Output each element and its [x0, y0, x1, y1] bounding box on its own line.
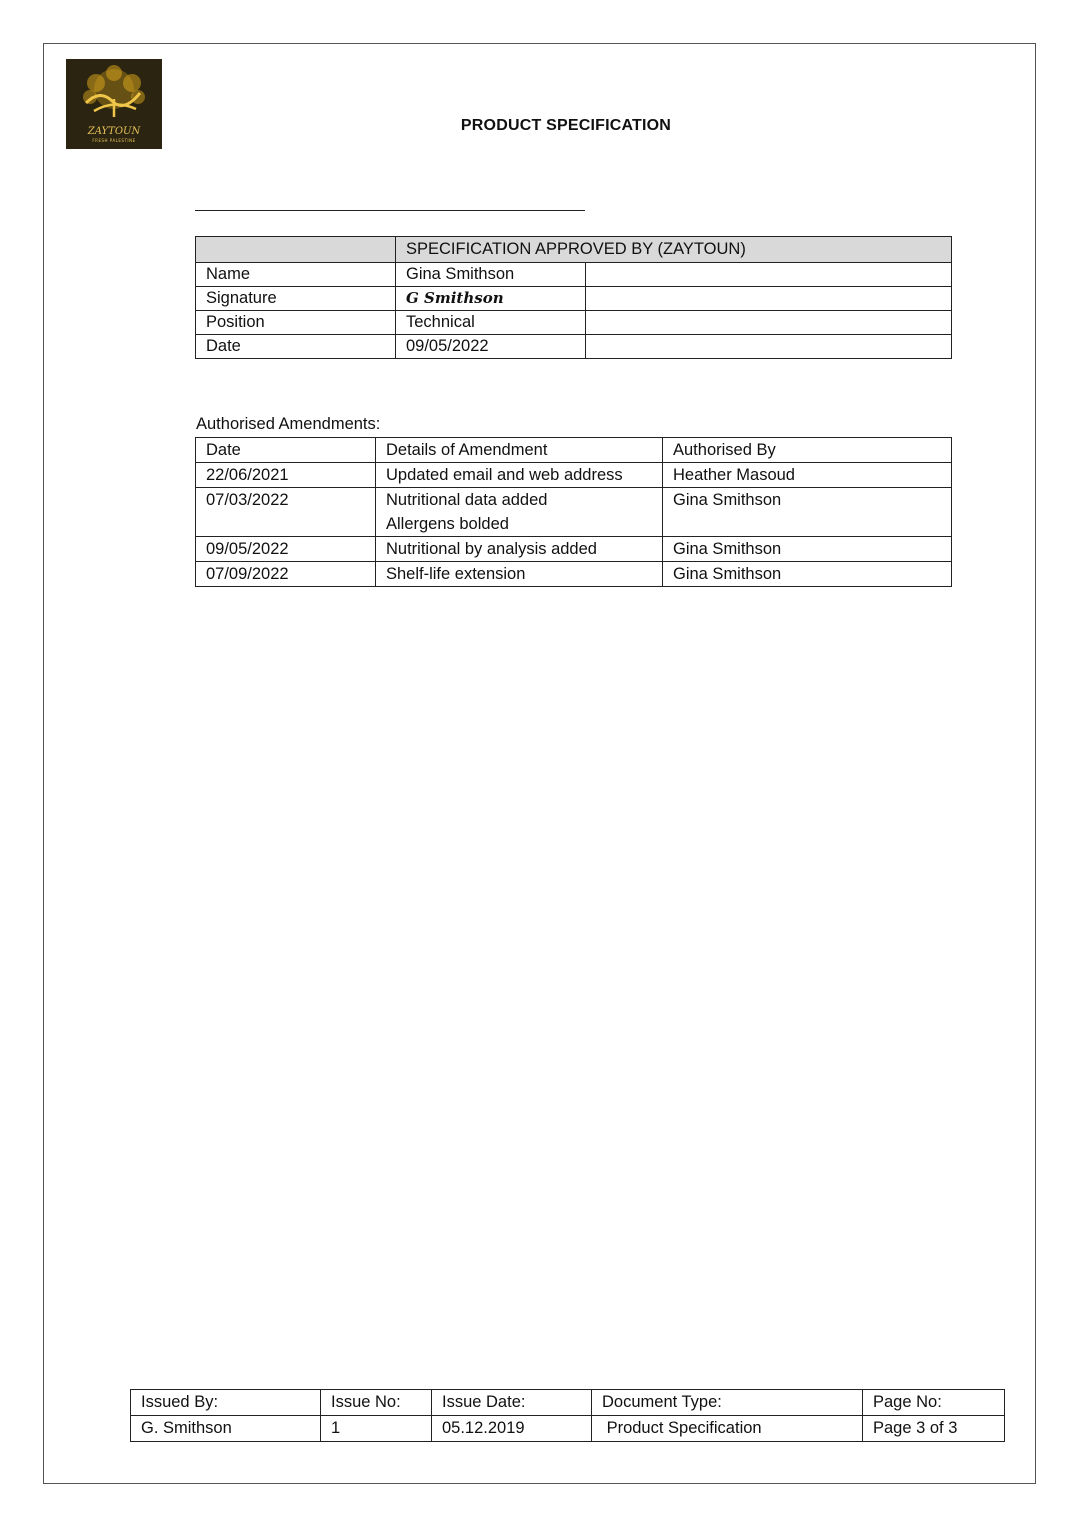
approval-header: SPECIFICATION APPROVED BY (ZAYTOUN) — [396, 237, 952, 263]
amendment-details — [376, 537, 663, 562]
approval-row — [196, 335, 952, 359]
footer-header-row — [131, 1390, 1005, 1416]
approval-label: Position — [196, 311, 396, 335]
amendment-date: 22/06/2021 — [196, 463, 376, 488]
amendment-authorised-by: Gina Smithson — [663, 488, 952, 537]
amendment-details — [376, 463, 663, 488]
footer-header: Issue No: — [321, 1390, 432, 1416]
approval-empty-cell — [586, 335, 952, 359]
table-row — [196, 488, 952, 537]
approval-header-blank — [196, 237, 396, 263]
amendment-authorised-by: Gina Smithson — [663, 537, 952, 562]
amendment-authorised-by: Gina Smithson — [663, 562, 952, 587]
page-title: PRODUCT SPECIFICATION — [460, 117, 672, 134]
column-header: Details of Amendment — [376, 438, 663, 463]
amendments-table — [195, 437, 952, 587]
footer-table — [130, 1389, 1005, 1442]
approval-value: Gina Smithson — [396, 263, 586, 287]
amendments-label: Authorised Amendments: — [196, 415, 381, 433]
amendment-details — [376, 562, 663, 587]
table-row — [196, 463, 952, 488]
approval-empty-cell — [586, 263, 952, 287]
approval-table — [195, 236, 952, 359]
amendment-date: 07/03/2022 — [196, 488, 376, 537]
issue-no-value: 1 — [321, 1416, 432, 1442]
column-header: Authorised By — [663, 438, 952, 463]
signature: G Smithson — [396, 287, 586, 311]
footer-header: Issued By: — [131, 1390, 321, 1416]
svg-text:FRESH PALESTINE: FRESH PALESTINE — [92, 138, 136, 143]
table-row — [196, 537, 952, 562]
document-type-value: Product Specification — [592, 1416, 863, 1442]
page-number-value: Page 3 of 3 — [863, 1416, 1005, 1442]
approval-row — [196, 287, 952, 311]
approval-value: 09/05/2022 — [396, 335, 586, 359]
amendments-header-row — [196, 438, 952, 463]
svg-text:ZAYTOUN: ZAYTOUN — [87, 126, 141, 137]
amendment-detail-line: Allergens bolded — [386, 515, 509, 533]
approval-empty-cell — [586, 311, 952, 335]
approval-label: Date — [196, 335, 396, 359]
amendment-date: 07/09/2022 — [196, 562, 376, 587]
approval-row — [196, 311, 952, 335]
amendment-detail-line: Nutritional by analysis added — [386, 540, 597, 558]
amendment-detail-line: Shelf-life extension — [386, 565, 526, 583]
amendment-authorised-by: Heather Masoud — [663, 463, 952, 488]
amendment-detail-line: Nutritional data added — [386, 491, 548, 509]
approval-label: Name — [196, 263, 396, 287]
amendment-details — [376, 488, 663, 537]
approval-value: Technical — [396, 311, 586, 335]
amendment-detail-line: Updated email and web address — [386, 466, 623, 484]
approval-header-row — [196, 237, 952, 263]
approval-label: Signature — [196, 287, 396, 311]
issued-by-value: G. Smithson — [131, 1416, 321, 1442]
approval-empty-cell — [586, 287, 952, 311]
footer-header: Document Type: — [592, 1390, 863, 1416]
column-header: Date — [196, 438, 376, 463]
footer-value-row — [131, 1416, 1005, 1442]
divider-line — [195, 210, 585, 211]
approval-row — [196, 263, 952, 287]
amendment-date: 09/05/2022 — [196, 537, 376, 562]
footer-header: Issue Date: — [432, 1390, 592, 1416]
table-row — [196, 562, 952, 587]
zaytoun-logo — [66, 59, 162, 149]
footer-header: Page No: — [863, 1390, 1005, 1416]
issue-date-value: 05.12.2019 — [432, 1416, 592, 1442]
